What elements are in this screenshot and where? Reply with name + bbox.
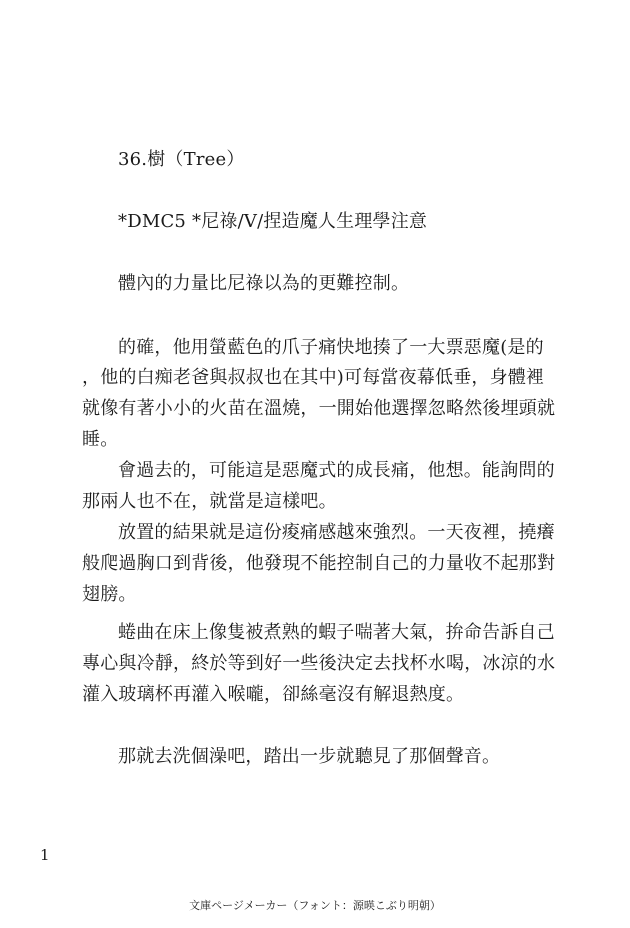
content-warning: *DMC5 *尼祿/V/捏造魔人生理學注意 — [118, 211, 428, 232]
page-number: 1 — [40, 846, 50, 864]
paragraph-line: 睡。 — [82, 429, 119, 450]
paragraph-line: 翅膀。 — [82, 584, 137, 605]
paragraph-line: 放置的結果就是這份痠痛感越來強烈。一天夜裡，撓癢 — [118, 522, 555, 543]
paragraph-line: 體內的力量比尼祿以為的更難控制。 — [118, 273, 410, 294]
paragraph-line: 會過去的，可能這是惡魔式的成長痛，他想。能詢問的 — [118, 460, 555, 481]
paragraph-line: ，他的白痴老爸與叔叔也在其中)可每當夜幕低垂，身體裡 — [82, 367, 545, 388]
paragraph-line: 專心與冷靜，終於等到好一些後決定去找杯水喝，冰涼的水 — [82, 653, 556, 674]
paragraph-line: 的確，他用螢藍色的爪子痛快地揍了一大票惡魔(是的 — [118, 337, 544, 358]
paragraph-line: 那兩人也不在，就當是這樣吧。 — [82, 491, 337, 512]
chapter-title: 36.樹（Tree） — [118, 149, 245, 170]
paragraph-line: 灌入玻璃杯再灌入喉嚨，卻絲毫沒有解退熱度。 — [82, 684, 465, 705]
paragraph-line: 蜷曲在床上像隻被煮熟的蝦子喘著大氣，拚命告訴自己 — [118, 622, 555, 643]
paragraph-line: 那就去洗個澡吧，踏出一步就聽見了那個聲音。 — [118, 746, 501, 767]
paragraph-line: 般爬過胸口到背後，他發現不能控制自己的力量收不起那對 — [82, 553, 556, 574]
paragraph-line: 就像有著小小的火苗在溫燒，一開始他選擇忽略然後埋頭就 — [82, 398, 556, 419]
footer-credit: 文庫ページメーカー（フォント：源暎こぶり明朝） — [189, 899, 441, 912]
